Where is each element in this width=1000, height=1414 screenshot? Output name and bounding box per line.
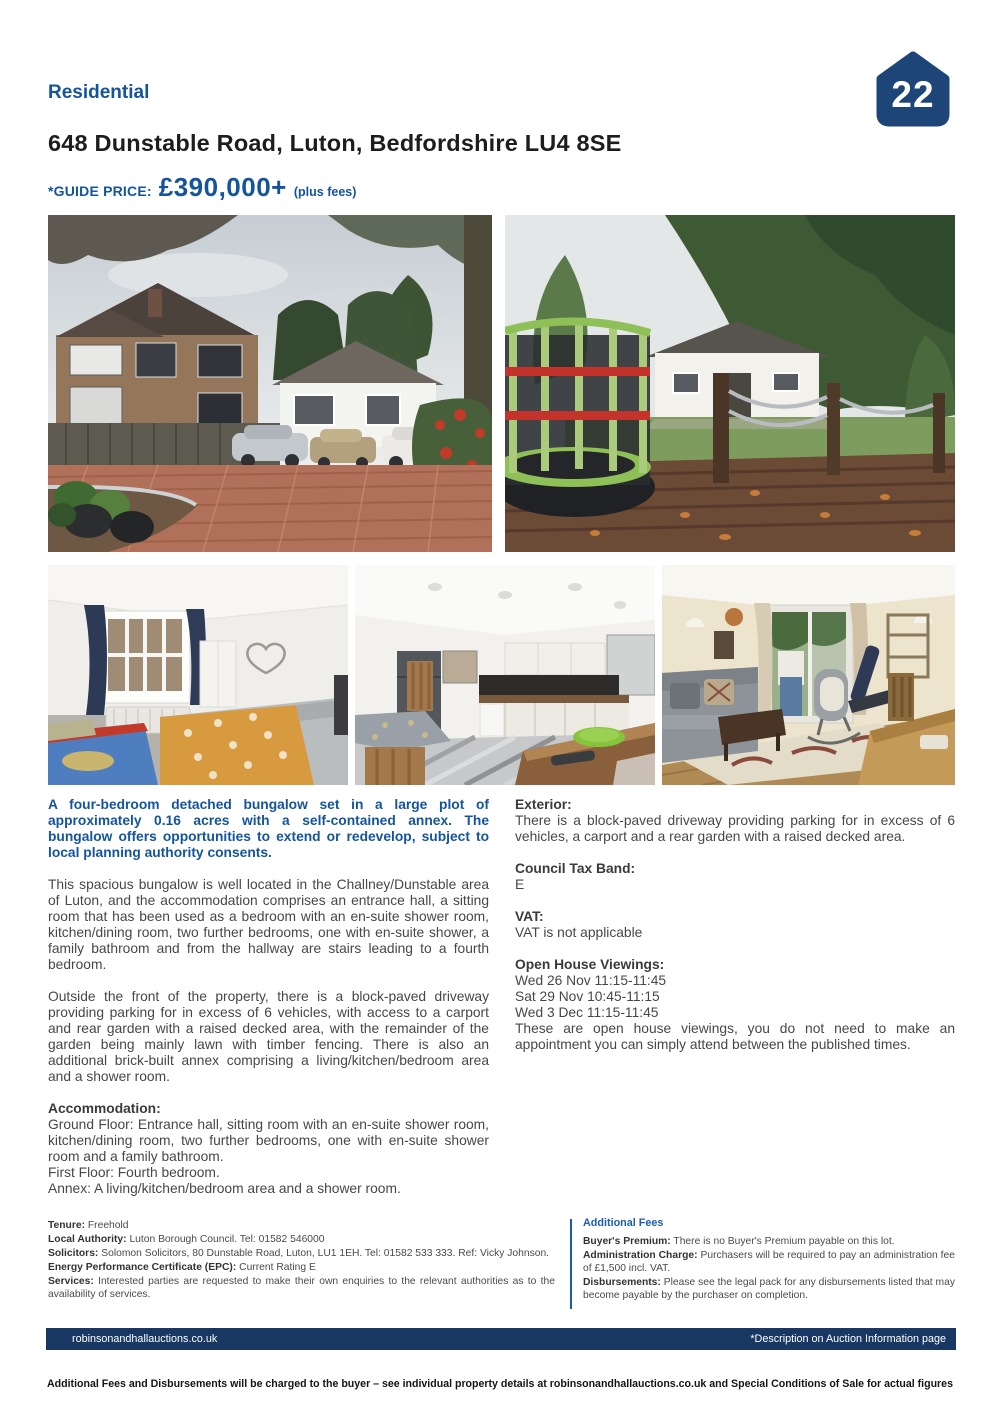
photo-bedroom [48, 565, 348, 785]
solicitors-row [48, 1247, 555, 1260]
rear-garden-image [505, 215, 955, 552]
viewing-slot: Wed 3 Dec 11:15-11:45 [515, 1005, 659, 1020]
description-paragraph-2: Outside the front of the property, there is a block-paved driveway providing parking for in excess of 6 vehicles, with access to a carport and rear garden with a raised decked area, with the remainder of the garden being mainly lawn with timber fencing. There is also an additional brick-built annex comprising a living/kitchen/bedroom area and a shower room. [48, 989, 489, 1084]
exterior-text: There is a block-paved driveway providing parking for in excess of 6 vehicles, a carport and a rear garden with a raised decked area. [515, 813, 955, 844]
photo-kitchen-dining [355, 565, 655, 785]
lot-number-badge [869, 44, 957, 132]
solicitors-value: Solomon Solicitors, 80 Dunstable Road, Luton, LU1 1EH. Tel: 01582 533 333. Ref: Vicky Johnson. [101, 1248, 550, 1260]
services-value: Interested parties are requested to make their own enquiries to the relevant authorities as to the availability of services. [48, 1276, 555, 1301]
fees-disclaimer: Additional Fees and Disbursements will be charged to the buyer – see individual property details at robinsonandhallauctions.co.uk and Special Conditions of Sale for actual figures [47, 1378, 953, 1390]
fees-divider [570, 1219, 572, 1309]
tenure-label: Tenure: [48, 1220, 85, 1231]
living-room-image [662, 565, 955, 785]
bedroom-image [48, 565, 348, 785]
solicitors-label: Solicitors: [48, 1248, 99, 1260]
council-tax-value: E [515, 877, 525, 892]
description-paragraph-1: This spacious bungalow is well located in the Challney/Dunstable area of Luton, and the accommodation comprises an entrance hall, a sitting room that has been used as a bedroom with an en-suite shower room, kitchen/dining room, two further bedrooms, one with en-suite shower, a family bathroom and from the hallway are stairs leading to a fourth bedroom. [48, 877, 489, 972]
disbursements-label: Disbursements: [583, 1276, 661, 1288]
tenure-value: Freehold [87, 1220, 129, 1231]
guide-price [48, 172, 356, 203]
legal-details [48, 1219, 555, 1302]
epc-row [48, 1261, 555, 1274]
council-tax-heading: Council Tax Band: [515, 861, 636, 876]
guide-price-label: *GUIDE PRICE: [48, 183, 152, 199]
property-address-title: 648 Dunstable Road, Luton, Bedfordshire LU4 8SE [48, 130, 622, 156]
footer-bar [46, 1328, 956, 1350]
photo-living-room [662, 565, 955, 785]
viewings-heading: Open House Viewings: [515, 957, 665, 972]
accommodation-ground-floor: Ground Floor: Entrance hall, sitting room with an en-suite shower room, kitchen/dining room, two further bedrooms, one with en-suite shower room and a family bathroom. [48, 1117, 489, 1164]
vat-heading: VAT: [515, 909, 544, 924]
photo-front-exterior [48, 215, 492, 552]
admin-charge-row [583, 1249, 955, 1275]
services-row [48, 1275, 555, 1301]
admin-charge-label: Administration Charge: [583, 1249, 698, 1261]
vat-text: VAT is not applicable [515, 925, 643, 940]
category-heading: Residential [48, 82, 150, 103]
local-authority-row [48, 1233, 555, 1246]
footer-note: *Description on Auction Information page [750, 1333, 946, 1345]
epc-value: Current Rating E [239, 1262, 316, 1274]
local-authority-label: Local Authority: [48, 1234, 127, 1246]
kitchen-dining-image [355, 565, 655, 785]
accommodation-first-floor: First Floor: Fourth bedroom. [48, 1165, 220, 1180]
buyers-premium-value: There is no Buyer's Premium payable on this lot. [673, 1235, 895, 1247]
viewing-slot: Sat 29 Nov 10:45-11:15 [515, 989, 660, 1004]
website-link[interactable]: robinsonandhallauctions.co.uk [72, 1333, 218, 1345]
accommodation-heading: Accommodation: [48, 1101, 161, 1116]
services-label: Services: [48, 1276, 94, 1288]
disbursements-value: Please see the legal pack for any disbursements listed that may become payable by the purchaser on completion. [583, 1276, 955, 1301]
front-exterior-image [48, 215, 492, 552]
guide-price-value: £390,000+ [158, 172, 287, 202]
accommodation-annex: Annex: A living/kitchen/bedroom area and a shower room. [48, 1181, 401, 1196]
lot-number: 22 [891, 74, 935, 115]
viewing-slot: Wed 26 Nov 11:15-11:45 [515, 973, 667, 988]
photo-rear-garden [505, 215, 955, 552]
buyers-premium-label: Buyer's Premium: [583, 1235, 671, 1247]
intro-paragraph: A four-bedroom detached bungalow set in a large plot of approximately 0.16 acres with a self-contained annex. The bungalow offers opportunities to extend or redevelop, subject to local planning authority consents. [48, 797, 489, 860]
details-column [515, 797, 955, 1053]
viewings-note: These are open house viewings, you do not need to make an appointment you can simply attend between the published times. [515, 1021, 955, 1052]
disbursements-row [583, 1276, 955, 1302]
local-authority-value: Luton Borough Council. Tel: 01582 546000 [129, 1234, 325, 1246]
description-column [48, 797, 489, 1197]
additional-fees-heading: Additional Fees [583, 1217, 664, 1229]
tenure-row [48, 1219, 555, 1232]
guide-price-suffix: (plus fees) [293, 185, 357, 199]
admin-charge-value: Purchasers will be required to pay an administration fee of £1,500 incl. VAT. [583, 1249, 955, 1274]
buyers-premium-row [583, 1235, 955, 1248]
exterior-heading: Exterior: [515, 797, 572, 812]
additional-fees [583, 1217, 955, 1303]
epc-label: Energy Performance Certificate (EPC): [48, 1262, 237, 1274]
